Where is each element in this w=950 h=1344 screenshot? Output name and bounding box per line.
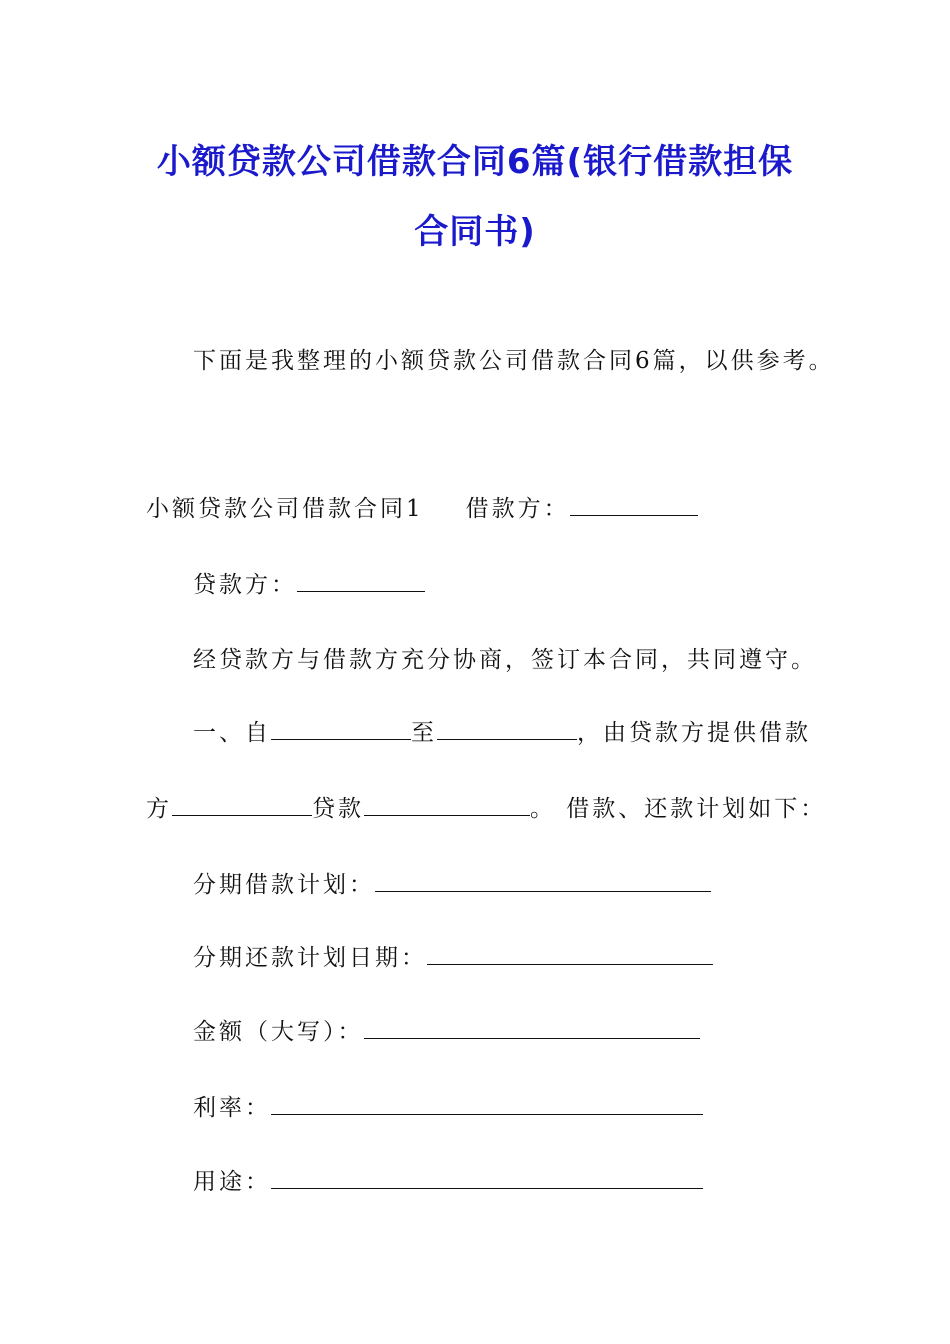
clause1-cont-prefix: 方	[146, 796, 172, 822]
clause1-suffix: ，由贷款方提供借款	[577, 720, 811, 746]
document-title-line1: 小额贷款公司借款合同6篇(银行借款担保	[156, 142, 794, 182]
borrower-blank	[570, 495, 698, 516]
clause1-prefix: 一、自	[193, 720, 271, 746]
borrower-name-blank	[172, 795, 312, 816]
clause1-to: 至	[411, 720, 437, 746]
purpose-blank	[271, 1168, 703, 1189]
schedule-repay-blank	[427, 944, 713, 965]
borrower-label: 借款方：	[465, 496, 570, 522]
document-title-line2: 合同书)	[414, 212, 536, 252]
loan-amount-blank	[364, 795, 530, 816]
schedule-borrow-blank	[375, 871, 711, 892]
schedule-repay-line	[193, 943, 713, 973]
amount-label: 金额（大写）：	[193, 1019, 364, 1045]
intro-paragraph	[193, 346, 835, 376]
rate-line	[193, 1093, 703, 1123]
intro-text: 下面是我整理的小额贷款公司借款合同6篇，以供参考。	[193, 348, 835, 374]
amount-blank	[364, 1018, 700, 1039]
lender-label: 贷款方：	[193, 572, 297, 598]
schedule-borrow-line	[193, 870, 711, 900]
lender-blank	[297, 571, 425, 592]
schedule-repay-label: 分期还款计划日期：	[193, 945, 427, 971]
purpose-line	[193, 1167, 703, 1197]
clause1-cont-suffix: 。 借款、还款计划如下：	[530, 796, 827, 822]
contract-heading: 小额贷款公司借款合同1	[146, 496, 424, 522]
agreement-paragraph	[193, 645, 817, 675]
amount-line	[193, 1017, 700, 1047]
rate-blank	[271, 1094, 703, 1115]
agreement-text: 经贷款方与借款方充分协商，签订本合同，共同遵守。	[193, 647, 817, 673]
end-date-blank	[437, 719, 577, 740]
schedule-borrow-label: 分期借款计划：	[193, 872, 375, 898]
purpose-label: 用途：	[193, 1169, 271, 1195]
contract-heading-line	[146, 494, 698, 524]
clause1-line2	[146, 794, 826, 824]
clause1-line1	[193, 718, 811, 748]
rate-label: 利率：	[193, 1095, 271, 1121]
start-date-blank	[271, 719, 411, 740]
lender-line	[193, 570, 425, 600]
clause1-loan: 贷款	[312, 796, 364, 822]
